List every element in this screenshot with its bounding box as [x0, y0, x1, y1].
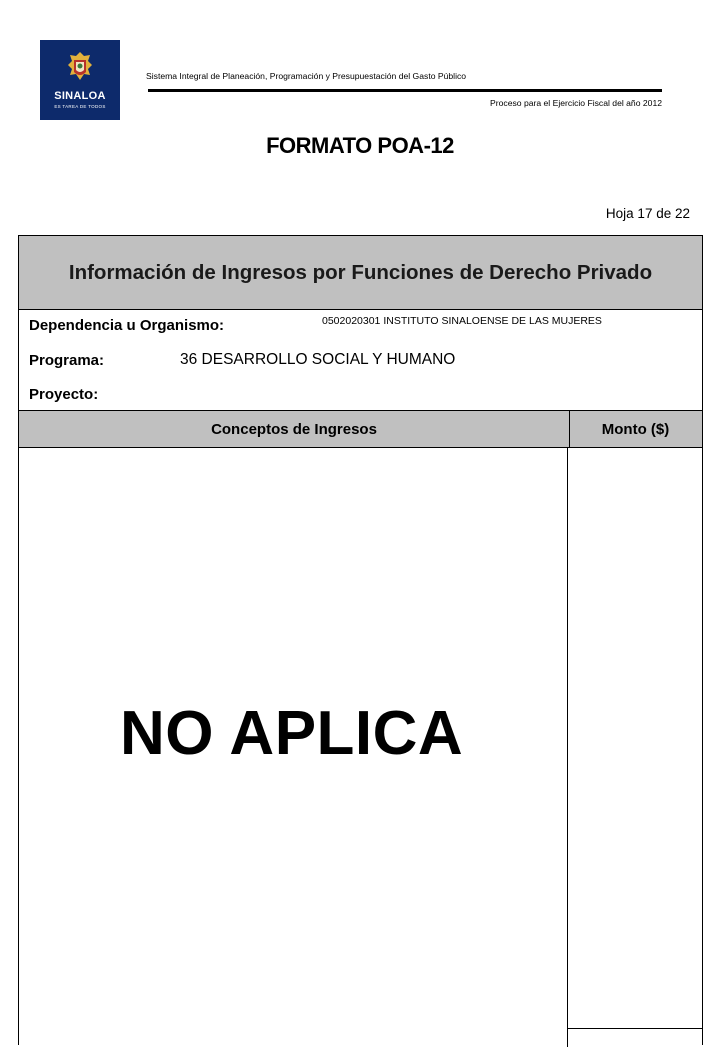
fiscal-process: Proceso para el Ejercicio Fiscal del año 2012 — [490, 98, 662, 108]
logo-name: SINALOA — [54, 90, 106, 102]
sheet-number: Hoja 17 de 22 — [605, 206, 690, 221]
format-title: FORMATO POA-12 — [266, 133, 454, 158]
column-divider — [567, 447, 568, 1047]
coat-of-arms-icon — [64, 50, 96, 88]
header-divider — [148, 89, 662, 92]
proyecto-label: Proyecto: — [29, 386, 99, 403]
conceptos-header: Conceptos de Ingresos — [19, 411, 570, 447]
section-title: Información de Ingresos por Funciones de Derecho Privado — [68, 260, 653, 284]
system-title: Sistema Integral de Planeación, Programación y Presupuestación del Gasto Público — [146, 71, 467, 81]
sinaloa-logo — [40, 40, 120, 120]
table-header-row — [18, 410, 703, 448]
dependencia-label: Dependencia u Organismo: — [29, 317, 225, 334]
section-header — [18, 235, 703, 310]
logo-tagline: ES TAREA DE TODOS — [54, 104, 106, 109]
programa-value: 36 DESARROLLO SOCIAL Y HUMANO — [180, 351, 456, 368]
monto-header: Monto ($) — [601, 420, 670, 438]
no-aplica-text: NO APLICA — [120, 699, 464, 768]
monto-bottom-line — [567, 1028, 703, 1029]
dependencia-value: 0502020301 INSTITUTO SINALOENSE DE LAS MUJERES — [322, 315, 602, 327]
programa-label: Programa: — [29, 352, 105, 369]
